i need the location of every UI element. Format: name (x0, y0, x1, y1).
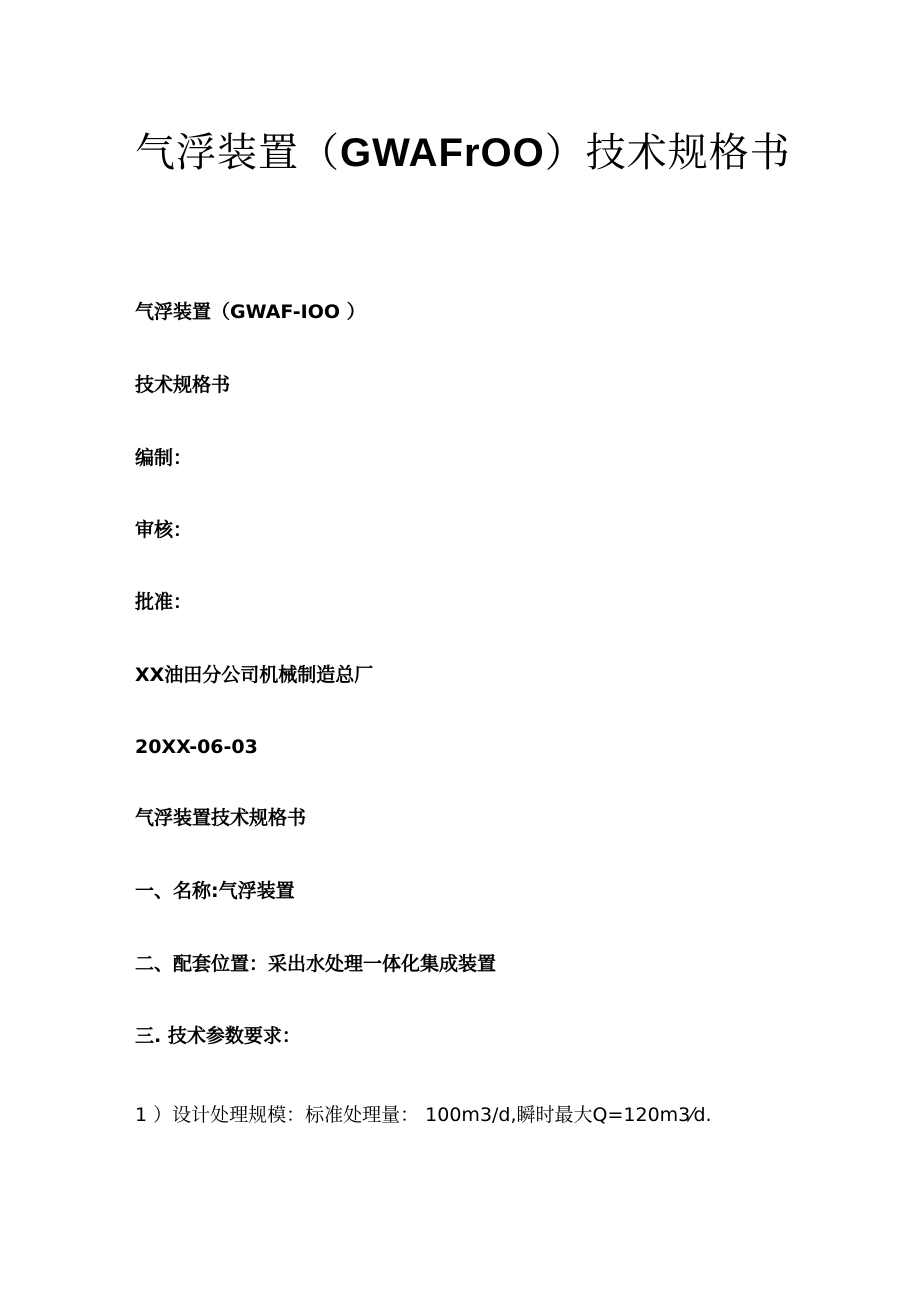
subtitle-device-model: 气浮装置（GWAF-IOO ） (135, 301, 366, 323)
param-design-capacity: 1 ）设计处理规模：标准处理量： 100m3/d,瞬时最大Q=120m3⁄d. (135, 1104, 712, 1126)
document-date: 20XX-06-03 (135, 736, 258, 758)
approved-by-label: 批准： (135, 591, 193, 613)
document-title (135, 118, 795, 188)
title-model-code: GWAFrOO (340, 131, 545, 175)
prepared-by-label: 编制： (135, 447, 193, 469)
title-part-1: 气浮装置（ (135, 130, 340, 176)
item-name: 一、名称:气浮装置 (135, 880, 295, 902)
organization-name: XX油田分公司机械制造总厂 (135, 664, 374, 686)
item-tech-params: 三. 技术参数要求： (135, 1025, 301, 1047)
title-part-3: ）技术规格书 (544, 130, 791, 176)
item-location: 二、配套位置：采出水处理一体化集成装置 (135, 953, 497, 975)
section-heading: 气浮装置技术规格书 (135, 807, 307, 829)
subtitle-spec-sheet: 技术规格书 (135, 374, 231, 396)
reviewed-by-label: 审核： (135, 519, 193, 541)
